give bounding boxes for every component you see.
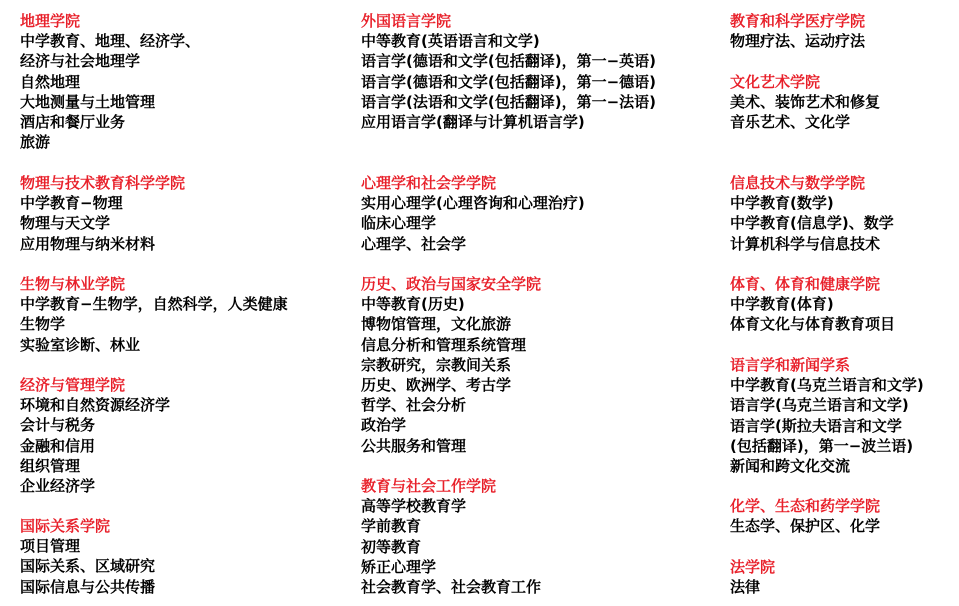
program-item: 应用物理与纳米材料 [20, 234, 156, 253]
program-item: 中学教育(乌克兰语言和文学) [730, 376, 924, 395]
program-item: 生态学、保护区、化学 [730, 517, 881, 536]
faculty-title: 经济与管理学院 [20, 376, 126, 394]
program-item: 实用心理学(心理咨询和心理治疗) [361, 194, 585, 213]
faculty-title: 外国语言学院 [361, 12, 452, 30]
faculty-title: 地理学院 [20, 12, 81, 30]
program-item: 组织管理 [20, 456, 81, 475]
faculty-title: 教育与社会工作学院 [361, 477, 497, 495]
program-item: 新闻和跨文化交流 [730, 457, 851, 476]
faculty-section-law [730, 557, 959, 597]
program-item: 心理学、社会学 [361, 234, 467, 253]
program-item: 会计与税务 [20, 416, 96, 435]
faculty-title: 历史、政治与国家安全学院 [361, 275, 542, 293]
faculty-section-linguistics-journalism [730, 355, 959, 476]
program-item: 矫正心理学 [361, 557, 437, 576]
program-item: 临床心理学 [361, 214, 437, 233]
program-item: 生物学 [20, 315, 66, 334]
program-item: 环境和自然资源经济学 [20, 396, 171, 415]
program-item: 中学教育−物理 [20, 194, 123, 213]
program-item: 语言学(德语和文学(包括翻译)，第一−德语) [361, 72, 656, 91]
faculty-section-history-politics [361, 274, 721, 456]
faculty-title: 化学、生态和药学学院 [730, 497, 881, 515]
program-item: 美术、装饰艺术和修复 [730, 93, 881, 112]
program-item: 物理疗法、运动疗法 [730, 32, 866, 51]
faculty-section-medical-education [730, 11, 959, 51]
faculty-title: 心理学和社会学学院 [361, 174, 497, 192]
program-item: 初等教育 [361, 537, 422, 556]
program-item: (包括翻译)，第一−波兰语) [730, 436, 914, 455]
faculty-section-chemistry-ecology [730, 496, 959, 536]
program-item: 大地测量与土地管理 [20, 92, 156, 111]
program-item: 博物馆管理，文化旅游 [361, 315, 512, 334]
faculty-section-psychology-sociology [361, 173, 721, 254]
program-item: 金融和信用 [20, 436, 96, 455]
faculty-section-it-math [730, 173, 959, 254]
program-item: 音乐艺术、文化学 [730, 113, 851, 132]
program-item: 旅游 [20, 133, 51, 152]
faculty-title: 语言学和新闻学系 [730, 356, 851, 374]
faculty-section-geography [20, 11, 350, 152]
program-item: 信息分析和管理系统管理 [361, 335, 527, 354]
program-item: 中学教育(体育) [730, 295, 834, 314]
program-item: 中学教育、地理、经济学、 [20, 32, 201, 51]
program-item: 语言学(斯拉夫语言和文学 [730, 416, 902, 435]
faculty-section-biology-forestry [20, 274, 350, 355]
faculty-title: 文化艺术学院 [730, 73, 821, 91]
faculty-title: 生物与林业学院 [20, 275, 126, 293]
program-item: 历史、欧洲学、考古学 [361, 376, 512, 395]
program-item: 法律 [730, 578, 761, 597]
program-item: 经济与社会地理学 [20, 52, 141, 71]
faculty-title: 信息技术与数学学院 [730, 174, 866, 192]
program-item: 语言学(乌克兰语言和文学) [730, 396, 909, 415]
program-item: 宗教研究，宗教间关系 [361, 355, 512, 374]
program-item: 中等教育(历史) [361, 295, 465, 314]
program-item: 自然地理 [20, 72, 81, 91]
program-item: 中学教育(数学) [730, 194, 834, 213]
program-item: 社会教育学、社会教育工作 [361, 578, 542, 597]
faculty-section-economics-management [20, 375, 350, 496]
faculty-section-culture-arts [730, 72, 959, 133]
program-item: 体育文化与体育教育项目 [730, 315, 896, 334]
program-item: 中等教育(英语语言和文学) [361, 32, 540, 51]
program-item: 政治学 [361, 416, 407, 435]
program-item: 哲学、社会分析 [361, 396, 467, 415]
program-item: 高等学校教育学 [361, 497, 467, 516]
program-item: 项目管理 [20, 537, 81, 556]
program-item: 中学教育−生物学，自然科学，人类健康 [20, 295, 288, 314]
faculty-section-physical-education [730, 274, 959, 335]
program-item: 应用语言学(翻译与计算机语言学) [361, 113, 585, 132]
faculty-title: 国际关系学院 [20, 517, 111, 535]
program-item: 国际信息与公共传播 [20, 577, 156, 596]
faculty-section-foreign-languages [361, 11, 721, 132]
faculty-section-international-relations [20, 516, 350, 597]
program-item: 物理与天文学 [20, 214, 111, 233]
program-item: 计算机科学与信息技术 [730, 234, 881, 253]
program-item: 实验室诊断、林业 [20, 335, 141, 354]
faculty-title: 教育和科学医疗学院 [730, 12, 866, 30]
faculty-section-physics-tech [20, 173, 350, 254]
program-item: 学前教育 [361, 517, 422, 536]
program-item: 企业经济学 [20, 477, 96, 496]
program-item: 酒店和餐厅业务 [20, 113, 126, 132]
faculty-title: 法学院 [730, 558, 776, 576]
faculty-title: 体育、体育和健康学院 [730, 275, 881, 293]
program-item: 国际关系、区域研究 [20, 557, 156, 576]
program-item: 公共服务和管理 [361, 436, 467, 455]
program-item: 语言学(德语和文学(包括翻译)，第一−英语) [361, 52, 656, 71]
faculty-section-education-social-work [361, 476, 721, 597]
program-item: 语言学(法语和文学(包括翻译)，第一−法语) [361, 92, 656, 111]
faculty-title: 物理与技术教育科学学院 [20, 174, 186, 192]
program-item: 中学教育(信息学)、数学 [730, 214, 894, 233]
